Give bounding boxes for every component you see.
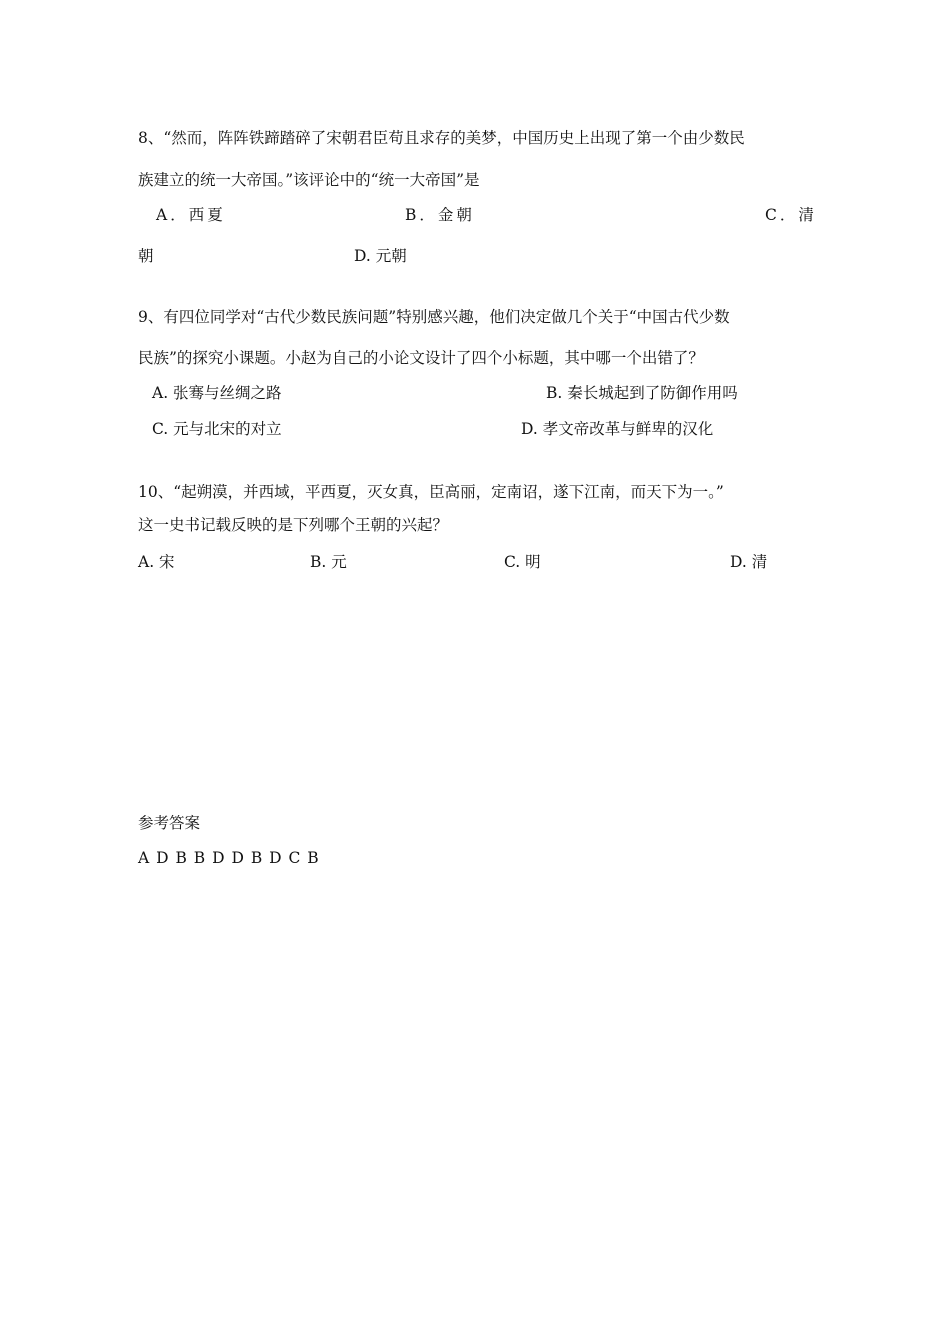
question-10-option-d: D. 清 [730,553,768,571]
question-8-line-1: 8、“然而，阵阵铁蹄踏碎了宋朝君臣苟且求存的美梦，中国历史上出现了第一个由少数民 [138,129,745,147]
question-10-line-2: 这一史书记载反映的是下列哪个王朝的兴起？ [138,516,449,534]
question-9-option-b: B. 秦长城起到了防御作用吗 [546,384,738,402]
answers-heading: 参考答案 [138,814,201,832]
question-9-line-1: 9、有四位同学对“古代少数民族问题”特别感兴趣，他们决定做几个关于“中国古代少数 [138,308,730,326]
answers-text: A D B B D D B D C B [138,849,320,867]
question-9-option-a: A. 张骞与丝绸之路 [152,384,282,402]
question-8-option-d: D. 元朝 [354,247,407,265]
question-10-option-a: A. 宋 [138,553,175,571]
question-10-option-c: C. 明 [504,553,541,571]
question-8-line-2: 族建立的统一大帝国。”该评论中的“统一大帝国”是 [138,171,480,189]
question-8-option-c-part1: C．清 [765,206,817,224]
question-9-option-d: D. 孝文帝改革与鲜卑的汉化 [521,420,714,438]
question-9-line-2: 民族”的探究小课题。小赵为自己的小论文设计了四个小标题，其中哪一个出错了？ [138,349,704,367]
question-8-option-c-part2: 朝 [138,247,154,265]
question-9-option-c: C. 元与北宋的对立 [152,420,282,438]
question-10-option-b: B. 元 [310,553,347,571]
question-8-option-a: A．西夏 [156,206,226,224]
question-8-option-b: B．金朝 [405,206,475,224]
question-10-line-1: 10、“起朔漠，并西域，平西夏，灭女真，臣高丽，定南诏，遂下江南，而天下为一。” [138,483,724,501]
